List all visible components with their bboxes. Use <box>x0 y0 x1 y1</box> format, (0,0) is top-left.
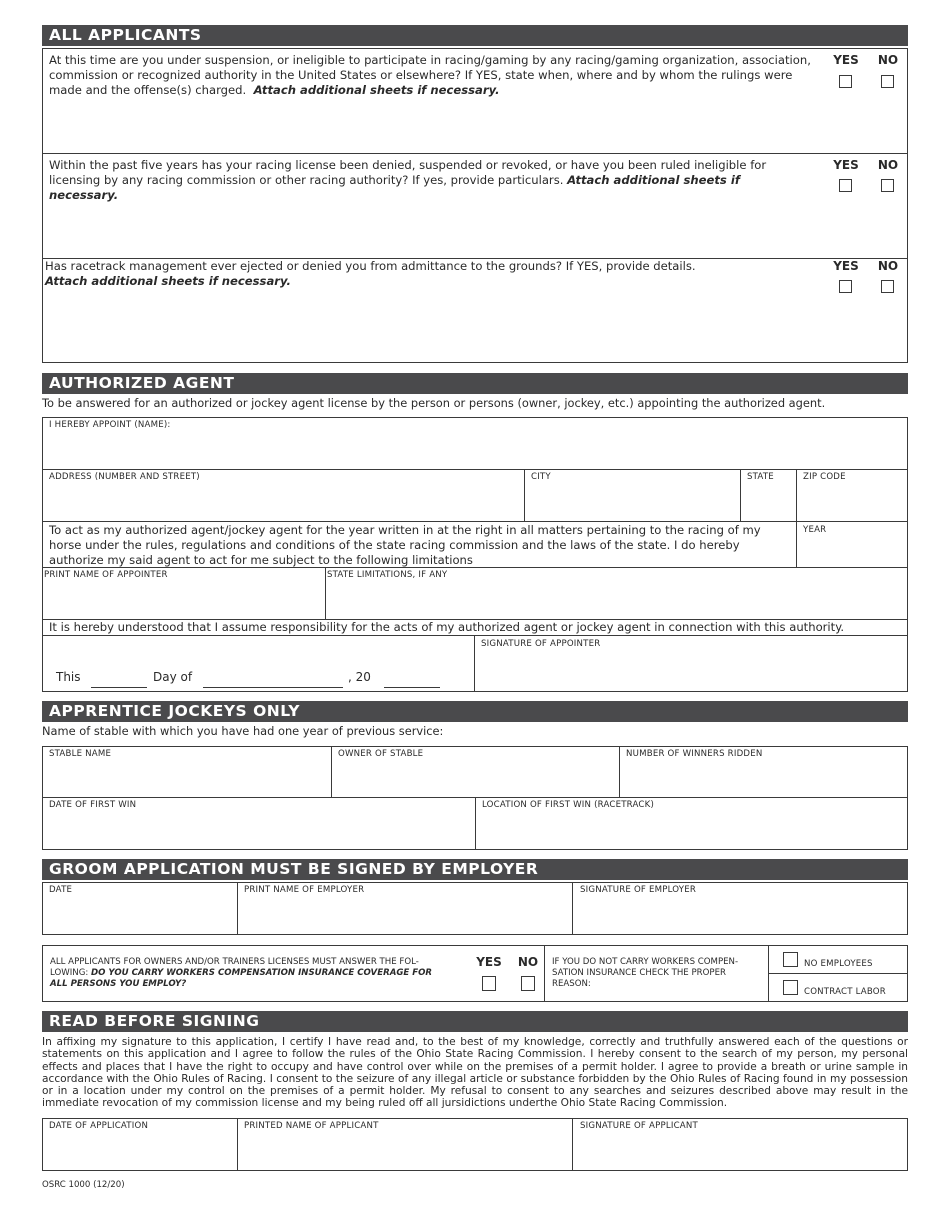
apprentice-intro: Name of stable with which you have had one year of previous service: <box>42 724 444 738</box>
year-label: YEAR <box>803 525 827 535</box>
ejected-yes-checkbox[interactable] <box>839 280 852 293</box>
print-name-appointer-label: PRINT NAME OF APPOINTER <box>44 570 168 580</box>
this-label: This <box>56 670 81 684</box>
contract-labor-label: CONTRACT LABOR <box>804 987 886 997</box>
divider <box>544 945 545 1002</box>
appoint-name-field[interactable] <box>43 432 907 468</box>
appoint-name-label: I HEREBY APPOINT (NAME): <box>49 420 171 430</box>
month-blank[interactable] <box>203 687 343 688</box>
responsibility-statement: It is hereby understood that I assume responsibility for the acts of my authorized agent or jockey agent in connection with this authority. <box>49 620 845 634</box>
printed-name-applicant-field[interactable] <box>238 1133 571 1170</box>
groom-date-label: DATE <box>49 885 73 895</box>
first-win-location-label: LOCATION OF FIRST WIN (RACETRACK) <box>482 800 655 810</box>
owner-of-stable-label: OWNER OF STABLE <box>338 749 424 759</box>
owner-of-stable-field[interactable] <box>332 761 618 796</box>
print-employer-field[interactable] <box>238 897 571 934</box>
yes-label: YES <box>833 158 859 172</box>
divider <box>42 521 908 522</box>
workers-comp-no-checkbox[interactable] <box>521 976 535 991</box>
printed-name-applicant-label: PRINTED NAME OF APPLICANT <box>244 1121 379 1131</box>
suspension-yes-checkbox[interactable] <box>839 75 852 88</box>
license-denied-yes-checkbox[interactable] <box>839 179 852 192</box>
divider <box>768 973 908 974</box>
signature-appointer-field[interactable] <box>475 651 907 691</box>
agent-authorization-text: To act as my authorized agent/jockey agent for the year written in at the right in all matters pertaining to the racing of my horse under the rules, regulations and conditions of the state racing commission and the laws of the state. I do hereby authorize my said agent to act for me subject to the following limitations <box>49 523 761 567</box>
divider <box>42 153 908 154</box>
no-label: NO <box>877 158 899 172</box>
state-field[interactable] <box>741 484 795 520</box>
state-label: STATE <box>747 472 774 482</box>
year-prefix-label: , 20 <box>348 670 371 684</box>
yes-label: YES <box>833 259 859 273</box>
signature-employer-field[interactable] <box>573 897 907 934</box>
section-header-groom: GROOM APPLICATION MUST BE SIGNED BY EMPLOYER <box>42 859 908 880</box>
city-label: CITY <box>531 472 551 482</box>
question-suspension: At this time are you under suspension, or ineligible to participate in racing/gaming by any racing/gaming organization, association, commission or recognized authority in the United States or elsewhere? If YES, state when, where and by whom the rulings were made and the offense(s) charged. Attach additional sheets if necessary. <box>49 53 811 97</box>
suspension-no-checkbox[interactable] <box>881 75 894 88</box>
section-header-authorized-agent: AUTHORIZED AGENT <box>42 373 908 394</box>
day-blank[interactable] <box>91 687 147 688</box>
signature-appointer-label: SIGNATURE OF APPOINTER <box>481 639 601 649</box>
address-label: ADDRESS (NUMBER AND STREET) <box>49 472 200 482</box>
license-denied-no-checkbox[interactable] <box>881 179 894 192</box>
winners-ridden-label: NUMBER OF WINNERS RIDDEN <box>626 749 763 759</box>
zip-label: ZIP CODE <box>803 472 846 482</box>
first-win-date-field[interactable] <box>43 812 474 849</box>
signature-applicant-label: SIGNATURE OF APPLICANT <box>580 1121 698 1131</box>
stable-name-field[interactable] <box>43 761 330 796</box>
date-of-application-label: DATE OF APPLICATION <box>49 1121 149 1131</box>
divider <box>42 469 908 470</box>
groom-date-field[interactable] <box>43 897 236 934</box>
yes-label: YES <box>833 53 859 67</box>
address-field[interactable] <box>43 484 523 520</box>
workers-comp-question: ALL APPLICANTS FOR OWNERS AND/OR TRAINERS LICENSES MUST ANSWER THE FOL-LOWING: DO YOU CARRY WORKERS COMPENSATION INSURANCE COVERAGE FOR ALL PERSONS YOU EMPLOY? <box>50 957 433 989</box>
yes-label: YES <box>476 955 502 969</box>
section-header-apprentice: APPRENTICE JOCKEYS ONLY <box>42 701 908 722</box>
workers-comp-reason-text: IF YOU DO NOT CARRY WORKERS COMPEN-SATION INSURANCE CHECK THE PROPER REASON: <box>552 957 739 989</box>
city-field[interactable] <box>525 484 739 520</box>
certification-paragraph: In affixing my signature to this application, I certify I have read and, to the best of my knowledge, correctly and truthfully answered each of the questions or statements on this application and I agree to follow the rules of the Ohio State Racing Commission. I hereby consent to the search of my person, my personal effects and places that I have the right to occupy and have control over while on the premises of a permit holder. I agree to provide a breath or urine sample in accordance with the Ohio Rules of Racing. I consent to the seizure of any illegal article or substance forbidden by the Ohio Rules of Racing found in my possession or in a location under my control on the premises of a permit holder. My refusal to consent to any searches and seizures described above may result in the immediate revocation of my commission license and my being ruled off all jursidictions underthe Ohio State Racing Commission. <box>42 1036 908 1110</box>
section-header-read-before-signing: READ BEFORE SIGNING <box>42 1011 908 1032</box>
zip-field[interactable] <box>797 484 907 520</box>
form-id: OSRC 1000 (12/20) <box>42 1180 125 1190</box>
stable-name-label: STABLE NAME <box>49 749 112 759</box>
no-employees-checkbox[interactable] <box>783 952 798 967</box>
question-ejected: Has racetrack management ever ejected or denied you from admittance to the grounds? If YES, provide details. Attach additional sheets if necessary. <box>45 259 696 288</box>
agent-intro: To be answered for an authorized or jockey agent license by the person or persons (owner, jockey, etc.) appointing the authorized agent. <box>42 396 826 410</box>
print-employer-label: PRINT NAME OF EMPLOYER <box>244 885 365 895</box>
contract-labor-checkbox[interactable] <box>783 980 798 995</box>
ejected-no-checkbox[interactable] <box>881 280 894 293</box>
workers-comp-yes-checkbox[interactable] <box>482 976 496 991</box>
date-of-application-field[interactable] <box>43 1133 236 1170</box>
year-blank[interactable] <box>384 687 440 688</box>
signature-applicant-field[interactable] <box>573 1133 907 1170</box>
state-limitations-field[interactable] <box>326 582 907 618</box>
divider <box>42 635 908 636</box>
no-employees-label: NO EMPLOYEES <box>804 959 873 969</box>
section-header-all-applicants: ALL APPLICANTS <box>42 25 908 46</box>
no-label: NO <box>877 53 899 67</box>
print-name-appointer-field[interactable] <box>43 582 324 618</box>
first-win-location-field[interactable] <box>476 812 907 849</box>
question-license-denied: Within the past five years has your racing license been denied, suspended or revoked, or have you been ruled ineligible for licensing by any racing commission or other racing authority? If yes, provide particulars. Attach additional sheets if necessary. <box>49 158 767 202</box>
state-limitations-label: STATE LIMITATIONS, IF ANY <box>327 570 448 580</box>
no-label: NO <box>517 955 539 969</box>
year-field[interactable] <box>797 537 907 566</box>
no-label: NO <box>877 259 899 273</box>
signature-employer-label: SIGNATURE OF EMPLOYER <box>580 885 697 895</box>
winners-ridden-field[interactable] <box>620 761 907 796</box>
first-win-date-label: DATE OF FIRST WIN <box>49 800 137 810</box>
day-of-label: Day of <box>153 670 193 684</box>
